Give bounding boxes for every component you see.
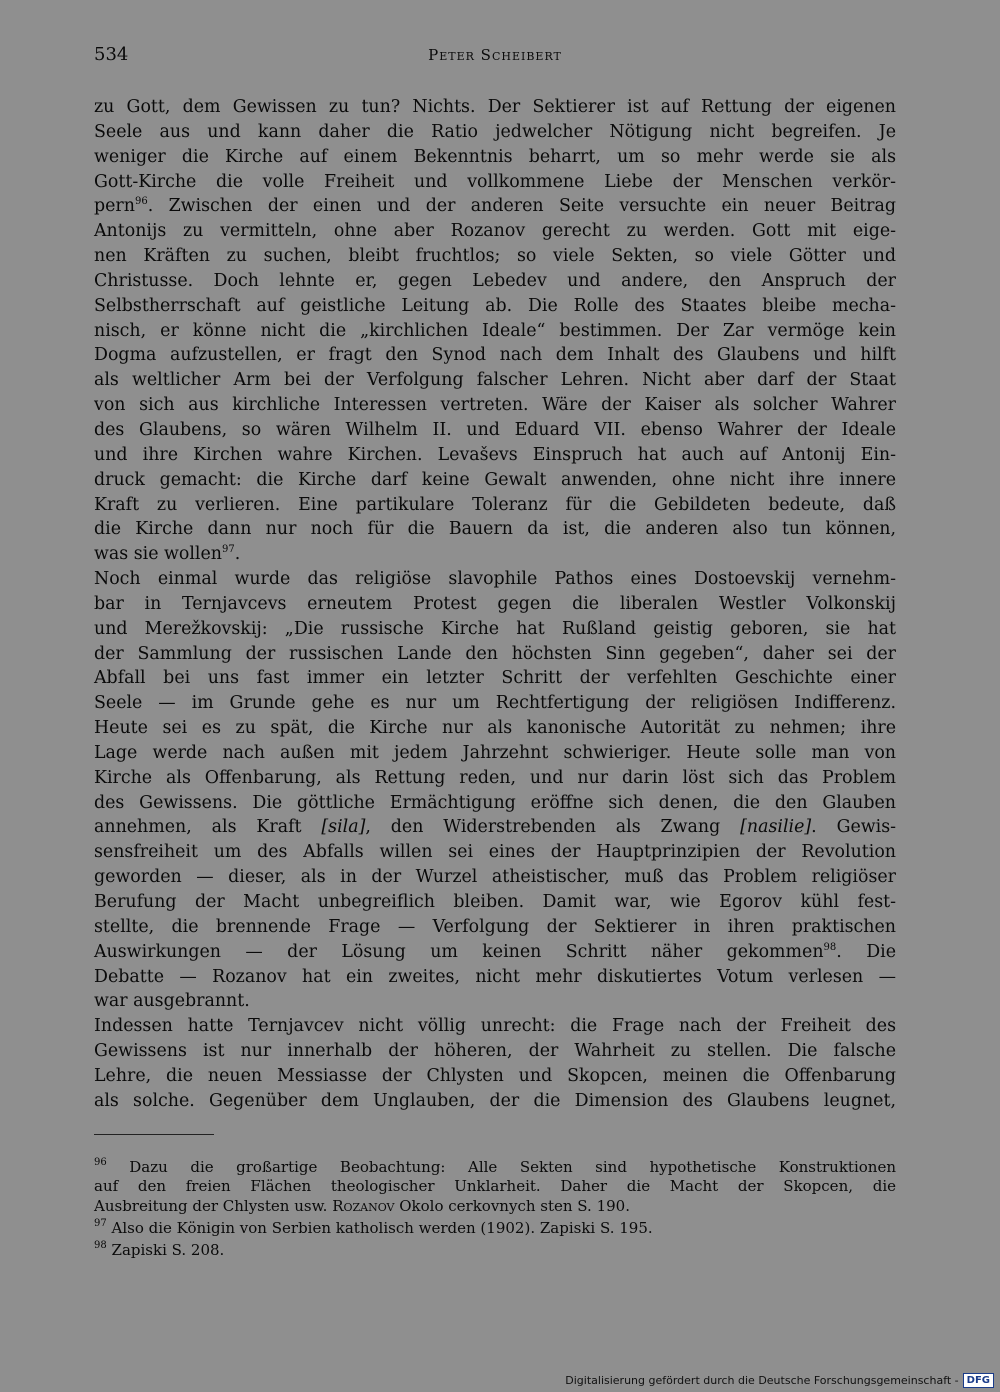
line-text: Seele aus und kann daher die Ratio jedwelcher Nötigung nicht begreifen. Je [94,121,896,142]
text-line [94,1014,896,1039]
line-text: Noch einmal wurde das religiöse slavophile Pathos eines Dostoevskij vernehm- [94,569,896,590]
line-text: von sich aus kirchliche Interessen vertreten. Wäre der Kaiser als solcher Wahrer [94,395,896,416]
line-text: nisch, er könne nicht die „kirchlichen Ideale“ bestimmen. Der Zar vermöge kein [94,320,896,341]
line-text: Debatte — Rozanov hat ein zweites, nicht mehr diskutiertes Votum verlesen — [94,966,896,987]
footnote-separator [94,1134,214,1135]
text-line [94,915,896,940]
text-line [94,691,896,716]
footnote [94,1241,896,1260]
line-text: Kraft zu verlieren. Eine partikulare Toleranz für die Gebildeten bedeute, daß [94,494,896,515]
text-line [94,517,896,542]
line-text: Lehre, die neuen Messiasse der Chlysten und Skopcen, meinen die Offenbarung [94,1065,896,1086]
footnote-text: Zapiski S. 208. [111,1241,225,1260]
line-text: Gott-Kirche die volle Freiheit und vollkommene Liebe der Menschen verkör- [94,171,896,192]
body-text [94,95,896,1114]
footnote-line [94,1219,896,1238]
line-text: Lage werde nach außen mit jedem Jahrzehnt schwieriger. Heute solle man von [94,742,896,763]
footnote-line [94,1158,896,1177]
footnote-line [94,1197,896,1216]
text-line [94,368,896,393]
line-text: pern [94,196,135,217]
footnote-text: Also die Königin von Serbien katholisch werden (1902). Zapiski S. 195. [111,1218,653,1237]
text-line [94,542,896,567]
footnote-ref: 98 [823,941,837,953]
text-line [94,567,896,592]
line-text: Seele — im Grunde gehe es nur um Rechtfertigung der religiösen Indifferenz. [94,693,896,714]
line-text: , den Widerstrebenden als Zwang [365,817,741,838]
text-line [94,418,896,443]
text-line [94,865,896,890]
text-line [94,791,896,816]
italic-term: [nasilie] [740,817,812,838]
line-text: war ausgebrannt. [94,991,250,1012]
line-text: und Merežkovskij: „Die russische Kirche hat Rußland geistig geboren, sie hat [94,618,896,639]
text-line [94,294,896,319]
text-line [94,766,896,791]
text-line [94,319,896,344]
line-text: annehmen, als Kraft [94,817,322,838]
line-text: des Glaubens, so wären Wilhelm II. und Eduard VII. ebenso Wahrer der Ideale [94,419,896,440]
page-header [94,44,896,70]
line-text: nen Kräften zu suchen, bleibt fruchtlos; so viele Sekten, so viele Götter und [94,246,896,267]
footnote-number: 97 [94,1217,107,1229]
line-text: Dogma aufzustellen, er fragt den Synod nach dem Inhalt des Glaubens und hilft [94,345,896,366]
line-text: stellte, die brennende Frage — Verfolgung der Sektierer in ihren praktischen [94,916,896,937]
line-text: . [234,544,241,565]
line-text: Gewissens ist nur innerhalb der höheren, der Wahrheit zu stellen. Die falsche [94,1041,896,1062]
text-line [94,642,896,667]
line-text: . Zwischen der einen und der anderen Seite versuchte ein neuer Beitrag [147,196,896,217]
text-line [94,269,896,294]
text-line [94,965,896,990]
line-text: geworden — dieser, als in der Wurzel atheistischer, muß das Problem religiöser [94,867,896,888]
line-text: zu Gott, dem Gewissen zu tun? Nichts. Der Sektierer ist auf Rettung der eigenen [94,97,896,117]
line-text: was sie wollen [94,544,222,565]
text-line [94,393,896,418]
text-line [94,592,896,617]
text-line [94,890,896,915]
line-text: . Gewis- [811,817,896,838]
line-text: druck gemacht: die Kirche darf keine Gewalt anwenden, ohne nicht ihre innere [94,469,896,490]
text-line [94,1064,896,1089]
italic-term: [sila] [321,817,366,838]
line-text: Christusse. Doch lehnte er, gegen Lebedev und andere, den Anspruch der [94,270,896,291]
text-line [94,989,896,1014]
line-text: die Kirche dann nur noch für die Bauern da ist, die anderen also tun können, [94,519,896,540]
footnote-line [94,1241,896,1260]
text-line [94,617,896,642]
footnote [94,1219,896,1238]
footnote-ref: 97 [221,544,235,556]
text-line [94,219,896,244]
line-text: sensfreiheit um des Abfalls willen sei eines der Hauptprinzipien der Revolution [94,842,896,863]
text-line [94,343,896,368]
line-text: weniger die Kirche auf einem Bekenntnis beharrt, um so mehr werde sie als [94,146,896,167]
line-text: bar in Ternjavcevs erneutem Protest gegen die liberalen Westler Volkonskij [94,593,896,614]
line-text: als solche. Gegenüber dem Unglauben, der die Dimension des Glaubens leugnet, [94,1090,896,1111]
footnotes [94,1158,896,1263]
line-text: und ihre Kirchen wahre Kirchen. Levaševs Einspruch hat auch auf Antonij Ein- [94,444,896,465]
text-line [94,145,896,170]
footnote-text: Dazu die großartige Beobachtung: Alle Sekten sind hypothetische Konstruktionen [129,1158,896,1176]
text-line [94,840,896,865]
text-line [94,244,896,269]
credit-text: Digitalisierung gefördert durch die Deutsche Forschungsgemeinschaft - [565,1374,959,1387]
text-line [94,741,896,766]
text-line [94,443,896,468]
text-line [94,194,896,219]
line-text: als weltlicher Arm bei der Verfolgung falscher Lehren. Nicht aber darf der Staat [94,370,896,391]
line-text: der Sammlung der russischen Lande den höchsten Sinn gegeben“, daher sei der [94,643,896,664]
footnote [94,1158,896,1216]
line-text: Heute sei es zu spät, die Kirche nur als kanonische Autorität zu nehmen; ihre [94,718,896,739]
footnote-number: 98 [94,1240,107,1252]
line-text: Indessen hatte Ternjavcev nicht völlig unrecht: die Frage nach der Freiheit des [94,1016,896,1037]
text-line [94,1039,896,1064]
footnote-line [94,1177,896,1196]
running-title: Peter Scheibert [428,46,562,64]
line-text: . Die [836,941,896,962]
text-line [94,95,896,120]
text-line [94,120,896,145]
text-line [94,468,896,493]
line-text: Selbstherrschaft auf geistliche Leitung ab. Die Rolle des Staates bleibe mecha- [94,295,896,316]
footnote-number: 96 [94,1157,107,1168]
text-line [94,493,896,518]
text-line [94,815,896,840]
text-line [94,1089,896,1114]
text-line [94,716,896,741]
text-line [94,170,896,195]
line-text: Berufung der Macht unbegreiflich bleiben. Damit war, wie Egorov kühl fest- [94,892,896,912]
line-text: Auswirkungen — der Lösung um keinen Schritt näher gekommen [94,941,824,962]
text-line [94,666,896,691]
footnote-text: Okolo cerkovnych sten S. 190. [394,1196,630,1215]
line-text: des Gewissens. Die göttliche Ermächtigung eröffne sich denen, die den Glauben [94,792,896,813]
footnote-ref: 96 [134,196,148,208]
page-number: 534 [94,44,129,65]
dfg-logo-icon: DFG [963,1373,994,1388]
footnote-text: auf den freien Flächen theologischer Unklarheit. Daher die Macht der Skopcen, die [94,1177,896,1196]
digitization-credit [565,1373,994,1388]
line-text: Antonijs zu vermitteln, ohne aber Rozanov gerecht zu werden. Gott mit eige- [94,221,896,242]
line-text: Abfall bei uns fast immer ein letzter Schritt der verfehlten Geschichte einer [94,668,896,689]
text-line [94,940,896,965]
footnote-text: Ausbreitung der Chlysten usw. [94,1196,328,1215]
line-text: Kirche als Offenbarung, als Rettung reden, und nur darin löst sich das Problem [94,767,896,788]
author-name: Rozanov [332,1196,395,1215]
